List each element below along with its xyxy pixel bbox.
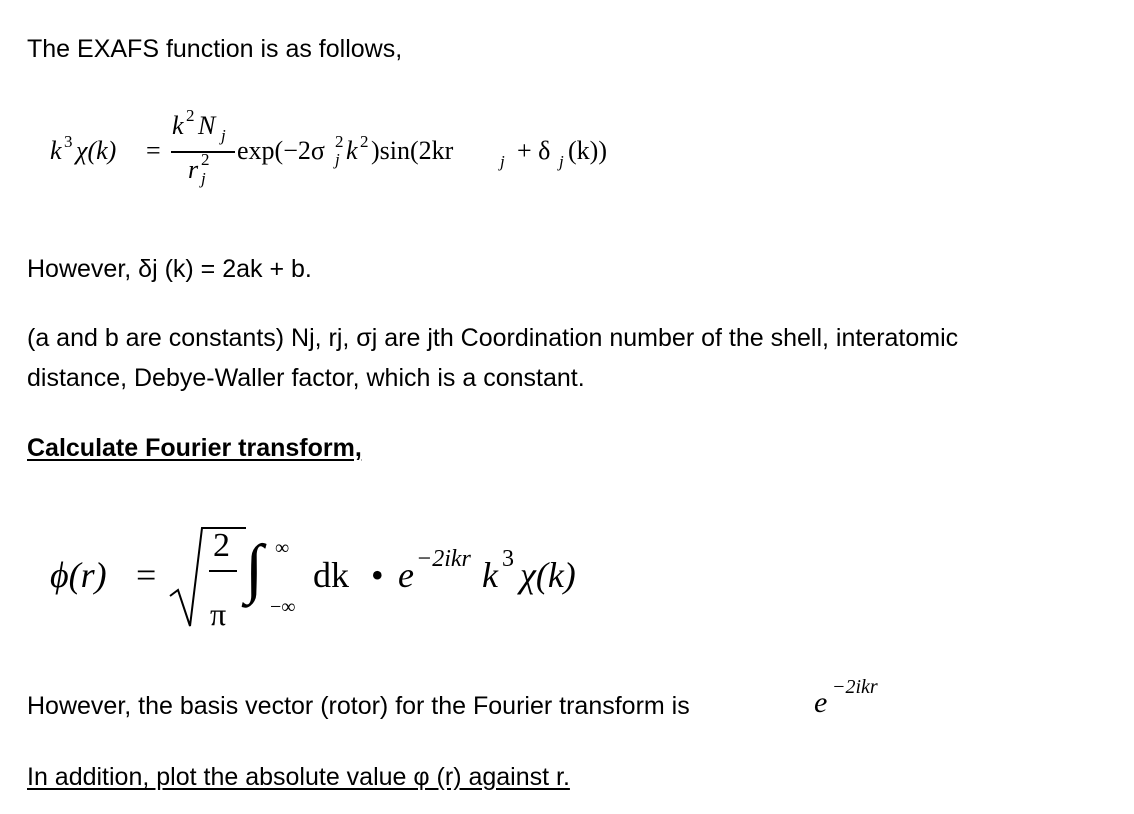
- constants-line-2: distance, Debye-Waller factor, which is a constant.: [27, 364, 585, 392]
- however-delta-text: However, δj (k) = 2ak + b.: [27, 255, 312, 283]
- eq1-lhs-k: k: [50, 136, 62, 165]
- basis-vector-text: However, the basis vector (rotor) for the Fourier transform is: [27, 692, 690, 720]
- eq1-sigma-sub: j: [335, 150, 340, 169]
- eq1-lhs-chi: χ(k): [76, 136, 117, 165]
- basis-e: e: [814, 686, 828, 719]
- calculate-heading: Calculate Fourier transform,: [27, 434, 362, 462]
- eq1-r-sub: j: [500, 152, 505, 171]
- eq2-k: k: [482, 555, 498, 595]
- eq2-lhs: ϕ(r): [50, 555, 107, 595]
- eq1-lhs-exp: 3: [64, 132, 73, 151]
- constants-line-1: (a and b are constants) Nj, rj, σj are jth Coordination number of the shell, interatomic: [27, 324, 959, 352]
- eq1-delta-sub: j: [559, 152, 564, 171]
- eq1-tail: (k)): [568, 136, 607, 165]
- eq2-lower-limit: −∞: [270, 596, 296, 618]
- eq2-e: e: [398, 555, 414, 595]
- intro-text: The EXAFS function is as follows,: [27, 35, 403, 63]
- eq1-equals: =: [146, 136, 161, 165]
- eq1-sigma-exp: 2: [335, 132, 344, 151]
- eq2-sqrt-sign: [168, 524, 248, 636]
- eq1-k-exp: 2: [360, 132, 369, 151]
- eq2-e-exp: −2ikr: [416, 546, 471, 572]
- eq2-frac-num: 2: [213, 527, 230, 564]
- eq1-num-sub: j: [221, 126, 226, 145]
- eq1-den-sub: j: [201, 169, 206, 188]
- eq1-den-exp: 2: [201, 150, 210, 169]
- eq2-integral: ∫: [245, 532, 264, 605]
- eq2-equals: =: [136, 555, 157, 595]
- basis-exp: −2ikr: [832, 676, 878, 698]
- plot-instruction: In addition, plot the absolute value φ (r) against r.: [27, 763, 570, 791]
- eq1-num-exp: 2: [186, 106, 195, 125]
- eq2-k-exp: 3: [502, 546, 514, 572]
- eq1-num-N: N: [198, 111, 216, 140]
- eq2-fraction-bar: [209, 570, 237, 572]
- eq1-num-k: k: [172, 111, 184, 140]
- eq1-exp-part-c: )sin(2kr: [371, 136, 454, 165]
- eq1-exp-part-a: exp(−2σ: [237, 136, 325, 165]
- eq1-k: k: [346, 136, 358, 165]
- eq2-dk: dk: [313, 555, 349, 595]
- eq2-chi: χ(k): [520, 555, 576, 595]
- eq2-frac-den: π: [210, 596, 227, 632]
- eq1-plus-delta: + δ: [517, 136, 551, 165]
- eq1-den-r: r: [188, 155, 199, 184]
- eq2-bullet: •: [371, 555, 384, 595]
- eq2-upper-limit: ∞: [275, 537, 290, 559]
